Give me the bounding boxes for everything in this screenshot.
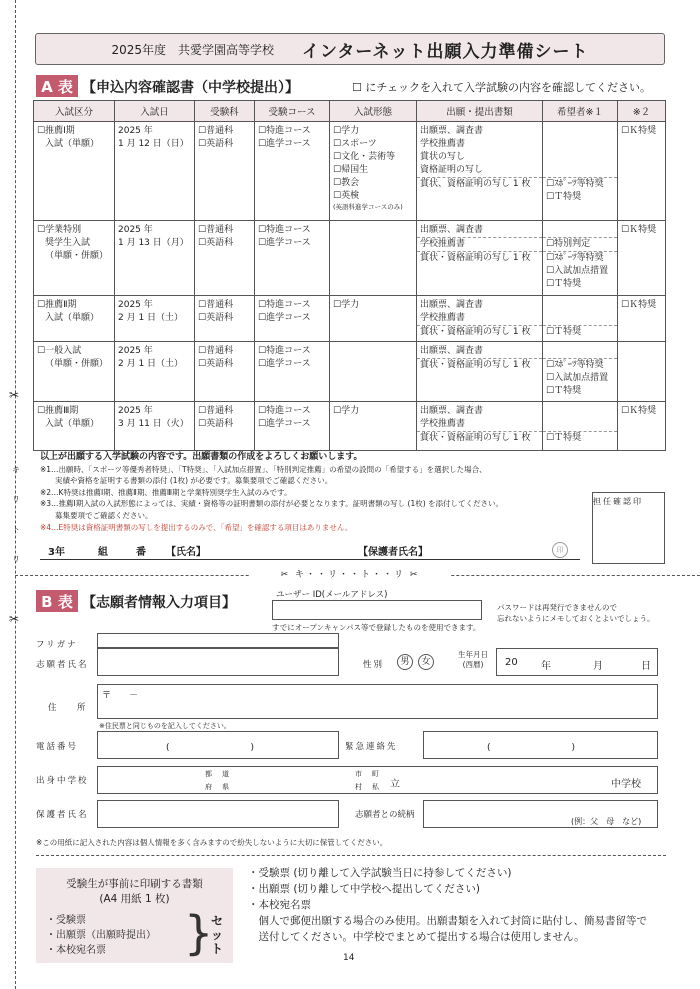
note-line: 募集要項でご確認ください。	[40, 510, 153, 520]
stamp-label: 担任確認印	[593, 497, 643, 506]
exam-type-cell[interactable]: ☐学業特別 奨学生入試 （単願・併願）	[34, 221, 115, 296]
note-line-red: ※4…E特奨は資格証明書類の写しを提出するのみで、「希望」を確認する項目はありません。	[40, 522, 353, 532]
exam-table	[33, 100, 666, 451]
exam-date-cell: 2025 年 1 月 12 日（日）	[115, 122, 195, 221]
brace-icon: }	[184, 906, 214, 960]
guardian-label: 保護者氏名	[36, 810, 89, 820]
exam-type-cell[interactable]: ☐推薦Ⅲ期 入試（単願）	[34, 402, 115, 451]
course-cell[interactable]: ☐特進コース ☐進学コース	[255, 342, 330, 402]
emergency-label: 緊急連絡先	[345, 742, 398, 752]
exam-form-cell[interactable]: ☐学力	[330, 296, 417, 342]
scissors-icon: ✂	[9, 612, 20, 626]
set-label: セット	[211, 914, 224, 956]
print-documents-box	[36, 868, 233, 963]
school-name: 2025年度 共愛学園高等学校	[111, 42, 275, 57]
col-header: 受験コース	[255, 101, 330, 122]
user-id-input[interactable]	[272, 600, 482, 620]
applicant-cell[interactable]: ☐Ｔ特奨	[543, 402, 618, 451]
table-row	[34, 221, 666, 296]
furigana-input[interactable]	[97, 633, 339, 648]
k-scholarship-cell	[618, 342, 666, 402]
table-row	[34, 402, 666, 451]
subject-cell[interactable]: ☐普通科 ☐英語科	[195, 122, 255, 221]
document-explanations: ・受験票 (切り離して入学試験当日に持参してください) ・出願票 (切り離して中学校へ提出してください) ・本校宛名票 個人で郵便出願する場合のみ使用。出願書類を入れて封筒に貼付し、簡易書留等で 送付してください。中学校でまとめて提出する場合は使用しません。	[248, 867, 647, 943]
exam-date-cell: 2025 年 2 月 1 日（土）	[115, 342, 195, 402]
relation-input[interactable]: (例：父 母 など)	[423, 800, 658, 828]
subject-cell[interactable]: ☐普通科 ☐英語科	[195, 221, 255, 296]
address-note: ※住民票と同じものを記入してください。	[99, 722, 231, 730]
phone-label: 電話番号	[36, 742, 79, 752]
col-header: 出願・提出書類	[417, 101, 543, 122]
documents-cell: 出願票、調査書 賞状・資格証明の写し 1 枚	[417, 342, 543, 402]
subject-cell[interactable]: ☐普通科 ☐英語科	[195, 342, 255, 402]
k-scholarship-cell[interactable]: ☐Ｋ特奨	[618, 402, 666, 451]
guardian-input[interactable]	[97, 800, 339, 828]
notes-lead: 以上が出願する入学試験の内容です。出願書類の作成をよろしくお願いします。	[40, 452, 363, 462]
exam-form-cell[interactable]: ☐学力 ☐スポーツ ☐文化・芸術等 ☐帰国生 ☐教会 ☐英検 (英語科進学コースのみ)	[330, 122, 417, 221]
exam-date-cell: 2025 年 1 月 13 日（月）	[115, 221, 195, 296]
section-b-tag: B 表	[36, 590, 78, 612]
exam-type-cell[interactable]: ☐一般入試 （単願・併願）	[34, 342, 115, 402]
seal-mark: 印	[552, 542, 568, 558]
section-a-title: 【申込内容確認書（中学校提出）】	[82, 80, 299, 96]
applicant-cell[interactable]: ☐特別判定 ☐ｽﾎﾟｰﾂ等特奨 ☐入試加点措置 ☐Ｔ特奨	[543, 221, 618, 296]
print-box-title: 受験生が事前に印刷する書類	[66, 878, 203, 890]
address-input[interactable]: 〒 －	[97, 684, 658, 719]
scissors-icon: ✂	[9, 388, 20, 402]
page-number: 14	[343, 953, 355, 963]
notes-block	[40, 452, 580, 533]
applicant-cell[interactable]: ☐Ｔ特奨	[543, 296, 618, 342]
keep-note: ※この用紙に記入された内容は個人情報を多く含みますので紛失しないように大切に保管してください。	[36, 838, 388, 847]
applicant-name-label: 志願者氏名	[36, 660, 89, 670]
course-cell[interactable]: ☐特進コース ☐進学コース	[255, 296, 330, 342]
subject-cell[interactable]: ☐普通科 ☐英語科	[195, 402, 255, 451]
col-header: ※２	[618, 101, 666, 122]
user-id-note: すでにオープンキャンパス等で登録したものを使用できます。	[272, 623, 481, 632]
header-box	[35, 33, 665, 65]
section-b-title: 【志願者情報入力項目】	[82, 595, 236, 611]
exam-form-cell	[330, 342, 417, 402]
page-title: インターネット出願入力準備シート	[302, 41, 589, 62]
table-header-row	[34, 101, 666, 122]
section-a-tag: A 表	[36, 75, 78, 97]
course-cell[interactable]: ☐特進コース ☐進学コース	[255, 402, 330, 451]
divider	[36, 855, 666, 856]
exam-date-cell: 2025 年 3 月 11 日（火）	[115, 402, 195, 451]
exam-type-cell[interactable]: ☐推薦Ⅰ期 入試（単願）	[34, 122, 115, 221]
documents-cell: 出願票、調査書 学校推薦書 賞状・資格証明の写し 1 枚	[417, 221, 543, 296]
section-a-note: ☐ にチェックを入れて入学試験の内容を確認してください。	[352, 81, 652, 94]
birthdate-input[interactable]: 20 年 月 日	[496, 648, 658, 676]
col-header: 入試形態	[330, 101, 417, 122]
birth-label: 生年月日 (西暦)	[458, 650, 488, 669]
address-label: 住 所	[48, 703, 92, 713]
course-cell[interactable]: ☐特進コース ☐進学コース	[255, 221, 330, 296]
exam-form-cell[interactable]: ☐学力	[330, 402, 417, 451]
vertical-cut-text: キ リ ト リ	[12, 465, 20, 564]
documents-cell: 出願票、調査書 学校推薦書 賞状・資格証明の写し 1 枚	[417, 296, 543, 342]
password-note: パスワードは再発行できませんので 忘れないようにメモしておくとよいでしょう。	[497, 603, 655, 623]
col-header: 希望者※１	[543, 101, 618, 122]
phone-input[interactable]: ( )	[97, 731, 339, 759]
relation-label: 志願者との続柄	[355, 810, 415, 820]
print-box-subtitle: (A4 用紙 1 枚)	[99, 893, 170, 905]
k-scholarship-cell[interactable]: ☐Ｋ特奨	[618, 122, 666, 221]
sex-label: 性別	[363, 660, 385, 670]
course-cell[interactable]: ☐特進コース ☐進学コース	[255, 122, 330, 221]
note-line: ※3…推薦Ⅰ期入試の入試形態によっては、実績・資格等の証明書類の添付が必要となります。証明書類の写し (1枚) を添付してください。	[40, 499, 504, 509]
col-header: 入試日	[115, 101, 195, 122]
emergency-input[interactable]: ( )	[423, 731, 658, 759]
print-box-items: ・受験票 ・出願票（出願時提出） ・本校宛名票	[46, 915, 156, 956]
signature-line[interactable]: 3年 組 番 【氏名】 【保護者氏名】	[40, 540, 580, 560]
junior-high-label: 出身中学校	[36, 776, 89, 786]
col-header: 入試区分	[34, 101, 115, 122]
male-option[interactable]: 男	[397, 654, 413, 670]
applicant-cell[interactable]: ☐ｽﾎﾟｰﾂ等特奨 ☐Ｔ特奨	[543, 122, 618, 221]
exam-form-cell	[330, 221, 417, 296]
junior-high-input[interactable]: 都 道 府 県 市 町 村 私 立 中学校	[97, 766, 658, 794]
exam-type-cell[interactable]: ☐推薦Ⅱ期 入試（単願）	[34, 296, 115, 342]
note-line: ※1…出願時、「スポーツ等優秀者特奨」、「T特奨」、「入試加点措置」、「特別判定推薦」の希望の設問の「希望する」を選択した場合、	[40, 464, 487, 474]
female-option[interactable]: 女	[418, 654, 434, 670]
col-header: 受験科	[195, 101, 255, 122]
teacher-stamp-box[interactable]	[592, 492, 665, 564]
note-line: ※2…K特奨は推薦Ⅰ期、推薦Ⅱ期、推薦Ⅲ期と学業特別奨学生入試のみです。	[40, 487, 292, 497]
documents-cell: 出願票、調査書 学校推薦書 賞状・資格証明の写し 1 枚	[417, 402, 543, 451]
user-id-label: ユーザー ID(メールアドレス)	[276, 590, 388, 600]
exam-date-cell: 2025 年 2 月 1 日（土）	[115, 296, 195, 342]
table-row	[34, 296, 666, 342]
applicant-cell[interactable]: ☐ｽﾎﾟｰﾂ等特奨 ☐入試加点措置 ☐Ｔ特奨	[543, 342, 618, 402]
cut-here-label: ✂ キ・・リ・・ト・・リ ✂	[250, 567, 450, 580]
table-row	[34, 342, 666, 402]
table-row	[34, 122, 666, 221]
k-scholarship-cell[interactable]: ☐Ｋ特奨	[618, 221, 666, 296]
k-scholarship-cell[interactable]: ☐Ｋ特奨	[618, 296, 666, 342]
documents-cell: 出願票、調査書 学校推薦書 賞状の写し 資格証明の写し 賞状、資格証明の写し 1 枚	[417, 122, 543, 221]
subject-cell[interactable]: ☐普通科 ☐英語科	[195, 296, 255, 342]
applicant-name-input[interactable]	[97, 648, 339, 676]
note-line: 実績や資格を証明する書類の添付 (1枚) が必要です。募集要項でご確認ください。	[40, 476, 333, 486]
furigana-label: フリガナ	[36, 640, 78, 650]
